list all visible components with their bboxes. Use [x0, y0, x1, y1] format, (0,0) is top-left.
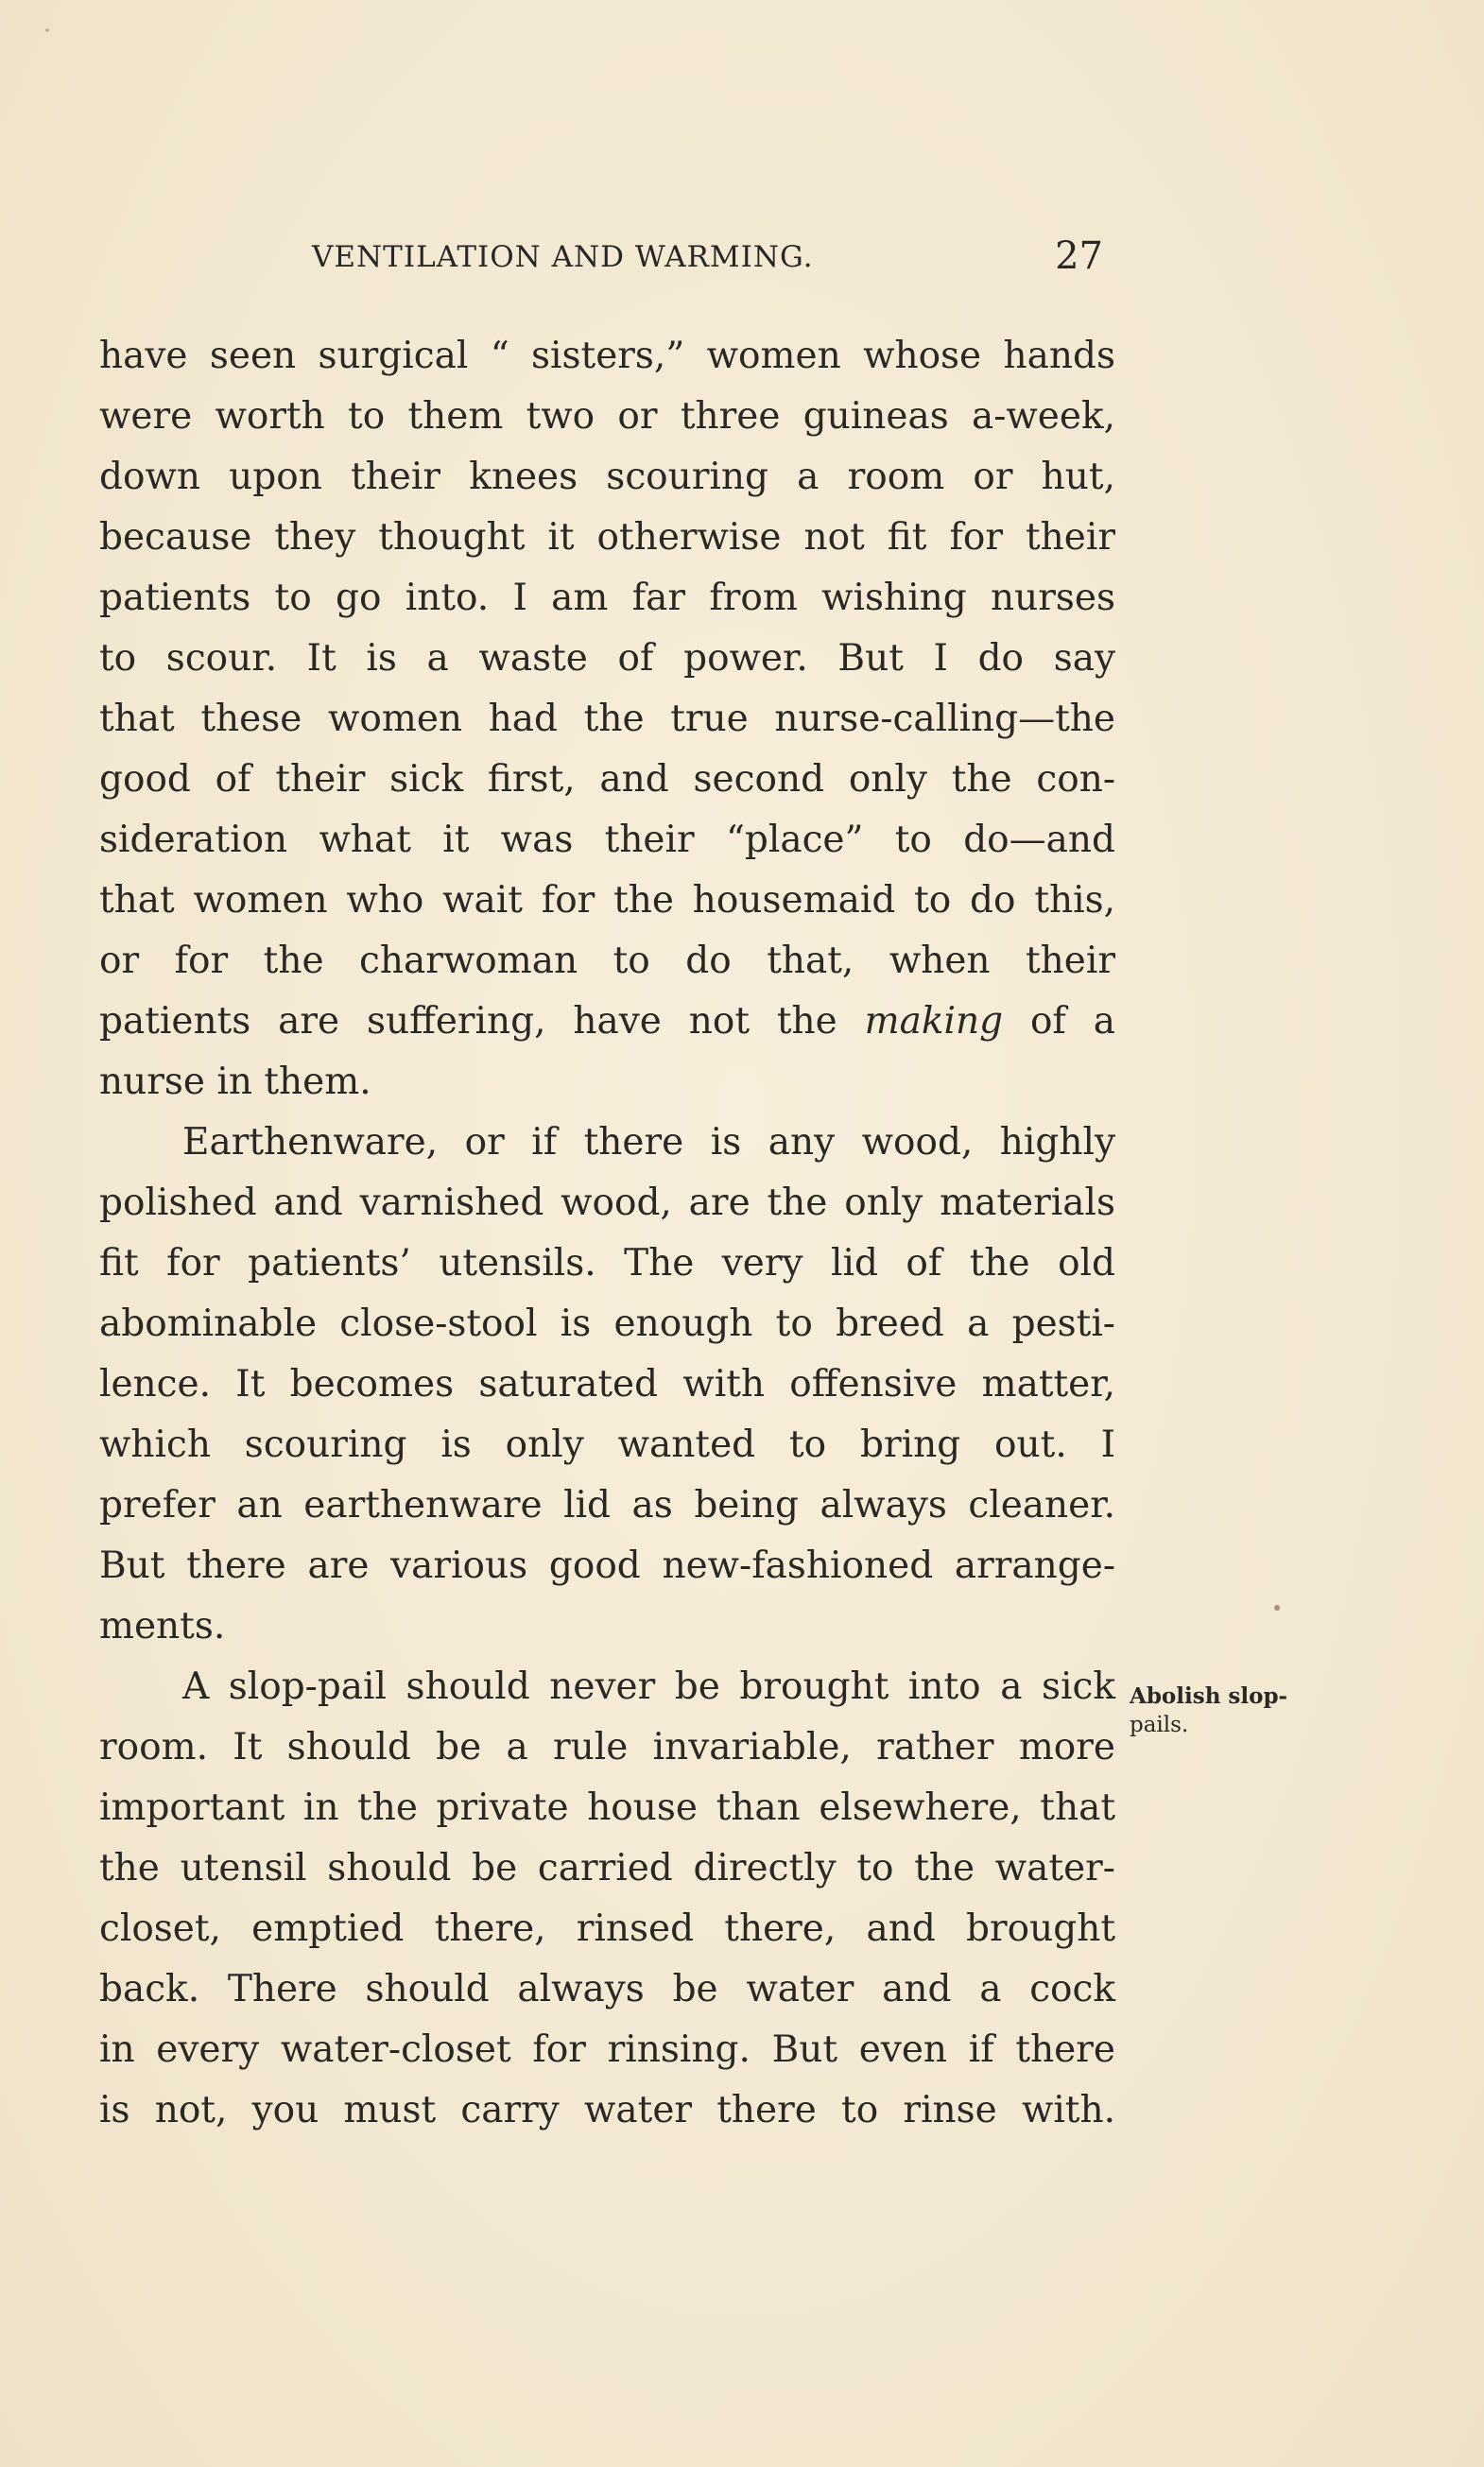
text-line: Earthenware, or if there is any wood, highly [182, 1121, 1115, 1164]
italic-word: making [864, 1000, 1004, 1043]
text-line: lence. It becomes saturated with offensive matter, [99, 1363, 1115, 1406]
text-line: fit for patients’ utensils. The very lid of the old [99, 1242, 1115, 1285]
text-line: room. It should be a rule invariable, rather more [99, 1726, 1115, 1768]
text-line: in every water-closet for rinsing. But even if there [99, 2028, 1115, 2071]
paper-speck [45, 28, 49, 32]
text-line: have seen surgical “ sisters,” women whose hands [99, 335, 1115, 377]
page-header [99, 234, 1103, 291]
text-segment: of a [1003, 1000, 1115, 1043]
text-line: the utensil should be carried directly to the water- [99, 1847, 1115, 1889]
text-line: down upon their knees scouring a room or hut, [99, 456, 1115, 498]
text-line: But there are various good new-fashioned arrange- [99, 1544, 1115, 1587]
text-segment: patients are suffering, have not the [99, 1000, 865, 1043]
text-line: nurse in them. [99, 1061, 371, 1103]
text-line: that women who wait for the housemaid to do this, [99, 879, 1115, 922]
text-line [99, 992, 1115, 1052]
text-line: important in the private house than elsewhere, that [99, 1786, 1115, 1829]
text-line: is not, you must carry water there to rinse with. [99, 2089, 1115, 2131]
text-line: patients to go into. I am far from wishing nurses [99, 577, 1115, 619]
running-head: VENTILATION AND WARMING. [312, 240, 814, 274]
text-line: to scour. It is a waste of power. But I do say [99, 637, 1115, 680]
text-line: ments. [99, 1605, 226, 1648]
margin-note-line: Abolish slop- [1130, 1683, 1288, 1709]
page-number: 27 [1055, 234, 1103, 278]
text-line: were worth to them two or three guineas a-week, [99, 395, 1115, 438]
text-line: that these women had the true nurse-calling—the [99, 698, 1115, 740]
paper-speck [1274, 1605, 1280, 1611]
body-text [99, 326, 1115, 2141]
text-line: because they thought it otherwise not fit for their [99, 516, 1115, 559]
text-line: closet, emptied there, rinsed there, and brought [99, 1907, 1115, 1950]
text-line: prefer an earthenware lid as being always cleaner. [99, 1484, 1115, 1527]
text-line: or for the charwoman to do that, when their [99, 940, 1115, 982]
text-line: back. There should always be water and a cock [99, 1968, 1115, 2010]
text-line: which scouring is only wanted to bring out. I [99, 1423, 1115, 1466]
text-line: abominable close-stool is enough to breed a pesti- [99, 1303, 1115, 1345]
text-line: polished and varnished wood, are the only materials [99, 1182, 1115, 1224]
margin-note [1130, 1682, 1309, 1739]
text-line: sideration what it was their “place” to do—and [99, 819, 1115, 861]
margin-note-line: pails. [1130, 1713, 1189, 1737]
text-line: good of their sick first, and second only the con- [99, 758, 1115, 801]
text-line: A slop-pail should never be brought into a sick [182, 1665, 1115, 1708]
